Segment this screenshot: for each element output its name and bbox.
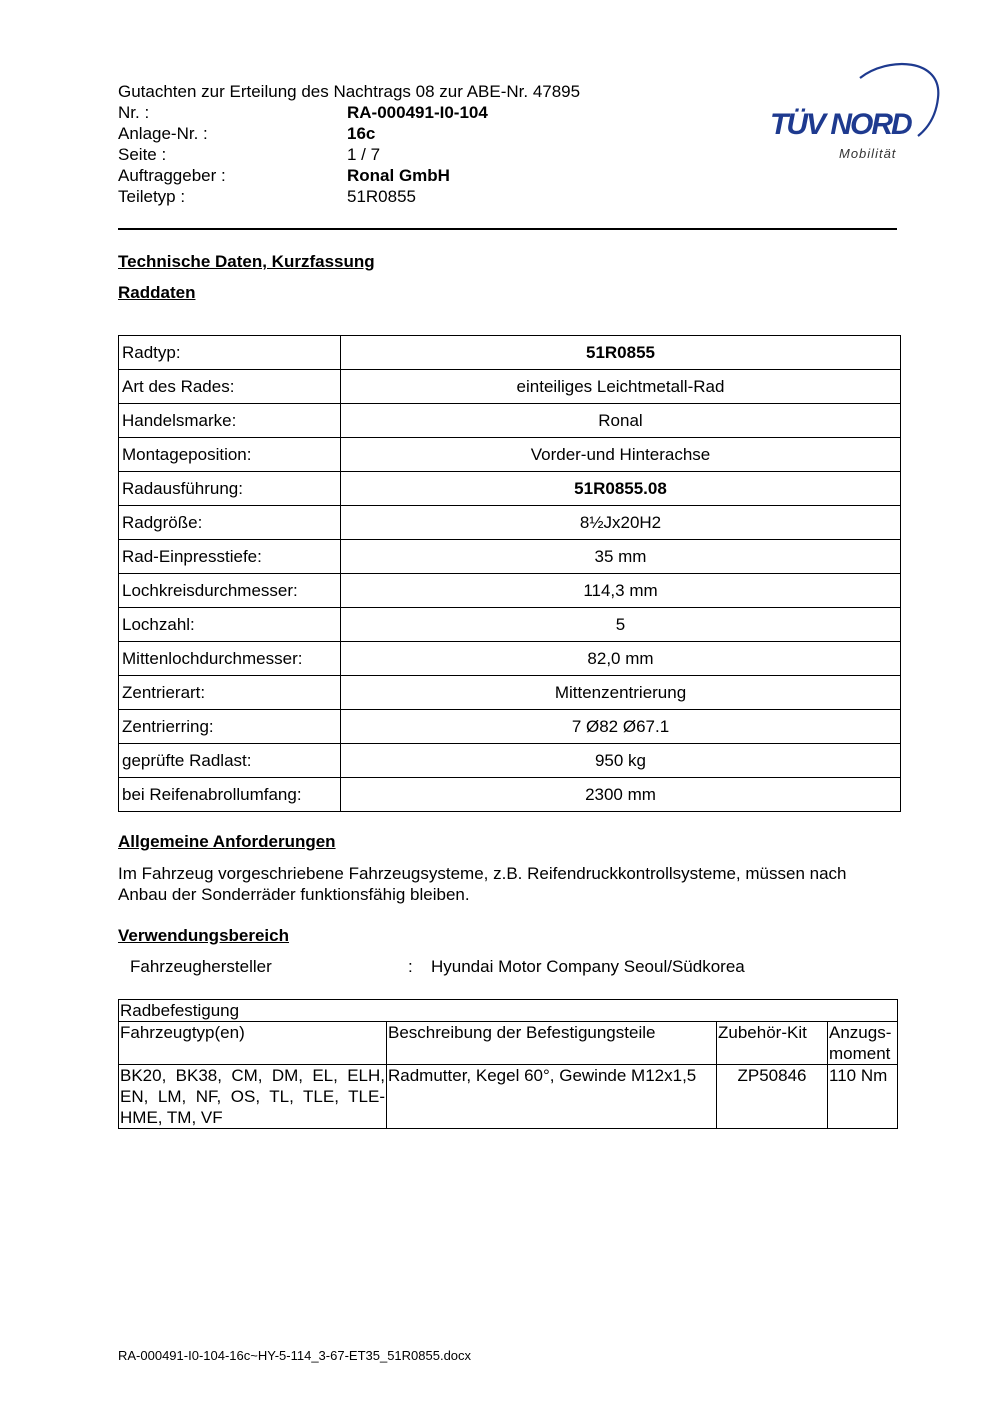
header-value: 16c xyxy=(347,124,376,143)
logo-subtitle: Mobilität xyxy=(839,146,897,161)
raddaten-value: 51R0855 xyxy=(341,336,901,370)
raddaten-key: bei Reifenabrollumfang: xyxy=(119,778,341,812)
table-row xyxy=(119,608,901,642)
table-row xyxy=(119,404,901,438)
raddaten-value: 5 xyxy=(341,608,901,642)
allgemeine-text: Im Fahrzeug vorgeschriebene Fahrzeugsysteme, z.B. Reifendruckkontrollsysteme, müssen nach Anbau der Sonderräder funktionsfähig bleiben. xyxy=(118,864,847,904)
cell-desc: Radmutter, Kegel 60°, Gewinde M12x1,5 xyxy=(387,1065,717,1129)
header-fahrzeugtyp: Fahrzeugtyp(en) xyxy=(119,1022,387,1065)
header-value: 1 / 7 xyxy=(347,145,381,164)
tuv-nord-logo xyxy=(768,58,948,168)
logo-brand: TÜV NORD xyxy=(770,108,911,141)
header-value: Ronal GmbH xyxy=(347,166,450,185)
raddaten-key: Lochzahl: xyxy=(119,608,341,642)
raddaten-value: Mittenzentrierung xyxy=(341,676,901,710)
section-verwendung: Verwendungsbereich xyxy=(118,926,289,945)
raddaten-key: Rad-Einpresstiefe: xyxy=(119,540,341,574)
section-raddaten: Raddaten xyxy=(118,283,196,302)
raddaten-value: Ronal xyxy=(341,404,901,438)
section-technische-daten: Technische Daten, Kurzfassung xyxy=(118,252,375,271)
section-allgemeine: Allgemeine Anforderungen xyxy=(118,832,336,851)
header-divider xyxy=(118,228,897,230)
raddaten-key: Mittenlochdurchmesser: xyxy=(119,642,341,676)
raddaten-key: Radgröße: xyxy=(119,506,341,540)
table-row xyxy=(119,540,901,574)
footer-filename: RA-000491-I0-104-16c~HY-5-114_3-67-ET35_51R0855.docx xyxy=(118,1348,472,1363)
table-row xyxy=(119,1022,898,1065)
header-label: Auftraggeber : xyxy=(118,166,226,185)
raddaten-key: Art des Rades: xyxy=(119,370,341,404)
raddaten-value: 2300 mm xyxy=(341,778,901,812)
header-label: Nr. : xyxy=(118,103,150,122)
header-label: Seite : xyxy=(118,145,167,164)
table-row xyxy=(119,506,901,540)
table-row xyxy=(119,574,901,608)
raddaten-value: 51R0855.08 xyxy=(341,472,901,506)
verwendung-label: Fahrzeughersteller xyxy=(130,957,272,976)
header-anzugsmoment: Anzugs-moment xyxy=(828,1022,898,1065)
raddaten-key: Zentrierart: xyxy=(119,676,341,710)
raddaten-key: Handelsmarke: xyxy=(119,404,341,438)
table-row xyxy=(119,778,901,812)
raddaten-value: einteiliges Leichtmetall-Rad xyxy=(341,370,901,404)
table-row xyxy=(119,1065,898,1129)
raddaten-value: 7 Ø82 Ø67.1 xyxy=(341,710,901,744)
raddaten-value: 35 mm xyxy=(341,540,901,574)
table-row xyxy=(119,642,901,676)
table-row xyxy=(119,370,901,404)
table-row xyxy=(119,472,901,506)
table-row xyxy=(119,336,901,370)
raddaten-key: Lochkreisdurchmesser: xyxy=(119,574,341,608)
befestigung-title: Radbefestigung xyxy=(119,1000,898,1022)
table-row xyxy=(119,744,901,778)
header-zubehoer: Zubehör-Kit xyxy=(717,1022,828,1065)
raddaten-key: Radausführung: xyxy=(119,472,341,506)
table-row xyxy=(119,676,901,710)
table-row xyxy=(119,1000,898,1022)
cell-moment: 110 Nm xyxy=(828,1065,898,1129)
raddaten-table xyxy=(118,335,901,812)
header-value: RA-000491-I0-104 xyxy=(347,103,488,122)
verwendung-sep: : xyxy=(408,957,413,976)
raddaten-key: geprüfte Radlast: xyxy=(119,744,341,778)
raddaten-key: Radtyp: xyxy=(119,336,341,370)
raddaten-key: Zentrierring: xyxy=(119,710,341,744)
header-beschreibung: Beschreibung der Befestigungsteile xyxy=(387,1022,717,1065)
raddaten-value: 950 kg xyxy=(341,744,901,778)
raddaten-value: 8½Jx20H2 xyxy=(341,506,901,540)
document-title: Gutachten zur Erteilung des Nachtrags 08 zur ABE-Nr. 47895 xyxy=(118,82,581,101)
befestigung-table xyxy=(118,999,898,1129)
cell-kit: ZP50846 xyxy=(717,1065,828,1129)
raddaten-key: Montageposition: xyxy=(119,438,341,472)
header-label: Anlage-Nr. : xyxy=(118,124,208,143)
raddaten-value: 114,3 mm xyxy=(341,574,901,608)
header-value: 51R0855 xyxy=(347,187,417,206)
raddaten-value: Vorder-und Hinterachse xyxy=(341,438,901,472)
verwendung-value: Hyundai Motor Company Seoul/Südkorea xyxy=(431,957,745,976)
cell-types: BK20, BK38, CM, DM, EL, ELH, EN, LM, NF, OS, TL, TLE, TLE-HME, TM, VF xyxy=(120,1066,385,1127)
header-label: Teiletyp : xyxy=(118,187,186,206)
raddaten-value: 82,0 mm xyxy=(341,642,901,676)
table-row xyxy=(119,710,901,744)
table-row xyxy=(119,438,901,472)
